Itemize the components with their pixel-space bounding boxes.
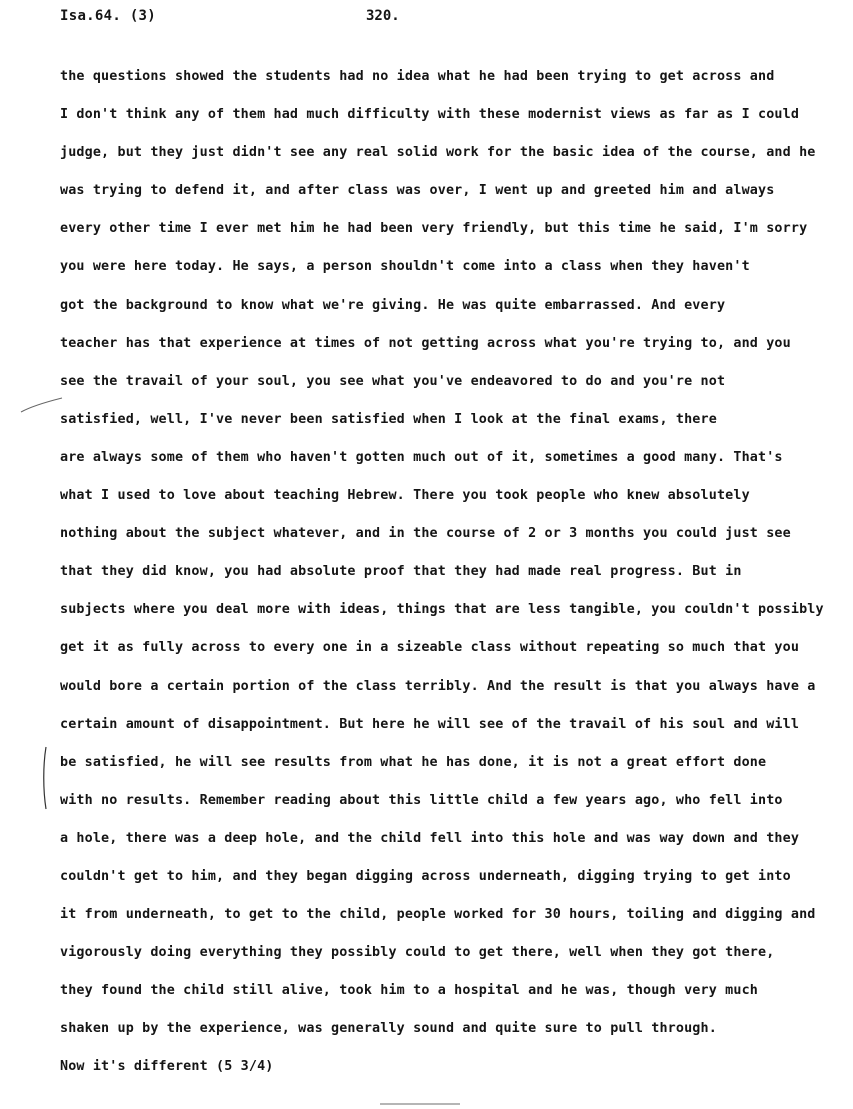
text-line: got the background to know what we're giving. He was quite embarrassed. And every — [60, 297, 726, 313]
page-number: 320. — [366, 8, 400, 24]
chapter-reference: Isa.64. (3) — [60, 8, 157, 24]
text-line: Now it's different (5 3/4) — [60, 1059, 274, 1075]
text-line: certain amount of disappointment. But here he will see of the travail of his soul and will — [60, 716, 800, 732]
text-line: subjects where you deal more with ideas, things that are less tangible, you couldn't possibly — [60, 602, 824, 618]
text-line: satisfied, well, I've never been satisfied when I look at the final exams, there — [60, 411, 717, 427]
text-line: nothing about the subject whatever, and in the course of 2 or 3 months you could just see — [60, 526, 791, 542]
margin-bracket-mark — [40, 745, 52, 811]
text-line: with no results. Remember reading about this little child a few years ago, who fell into — [60, 792, 783, 808]
text-line: what I used to love about teaching Hebrew. There you took people who knew absolutely — [60, 488, 750, 504]
body-text — [60, 68, 840, 1097]
text-line: are always some of them who haven't gotten much out of it, sometimes a good many. That's — [60, 449, 783, 465]
text-line: they found the child still alive, took him to a hospital and he was, though very much — [60, 983, 759, 999]
text-line: couldn't get to him, and they began digging across underneath, digging trying to get into — [60, 868, 791, 884]
text-line: I don't think any of them had much difficulty with these modernist views as far as I could — [60, 107, 800, 123]
margin-pencil-stroke — [20, 392, 64, 422]
text-line: get it as fully across to every one in a sizeable class without repeating so much that you — [60, 640, 800, 656]
text-line: the questions showed the students had no idea what he had been trying to get across and — [60, 69, 775, 84]
text-line: it from underneath, to get to the child, people worked for 30 hours, toiling and digging and — [60, 907, 816, 923]
scan-smudge — [380, 1103, 460, 1105]
text-line: see the travail of your soul, you see what you've endeavored to do and you're not — [60, 373, 726, 389]
text-line: vigorously doing everything they possibly could to get there, well when they got there, — [60, 945, 775, 961]
text-line: was trying to defend it, and after class was over, I went up and greeted him and always — [60, 183, 775, 199]
text-line: would bore a certain portion of the class terribly. And the result is that you always have a — [60, 678, 816, 694]
text-line: judge, but they just didn't see any real solid work for the basic idea of the course, and he — [60, 145, 816, 161]
text-line: shaken up by the experience, was generally sound and quite sure to pull through. — [60, 1021, 717, 1037]
text-line: a hole, there was a deep hole, and the child fell into this hole and was way down and they — [60, 830, 800, 846]
text-line: every other time I ever met him he had been very friendly, but this time he said, I'm sorry — [60, 221, 808, 237]
text-line: that they did know, you had absolute proof that they had made real progress. But in — [60, 564, 742, 580]
text-line: teacher has that experience at times of not getting across what you're trying to, and you — [60, 335, 791, 351]
text-line: you were here today. He says, a person shouldn't come into a class when they haven't — [60, 259, 750, 275]
text-line: be satisfied, he will see results from what he has done, it is not a great effort done — [60, 754, 767, 770]
